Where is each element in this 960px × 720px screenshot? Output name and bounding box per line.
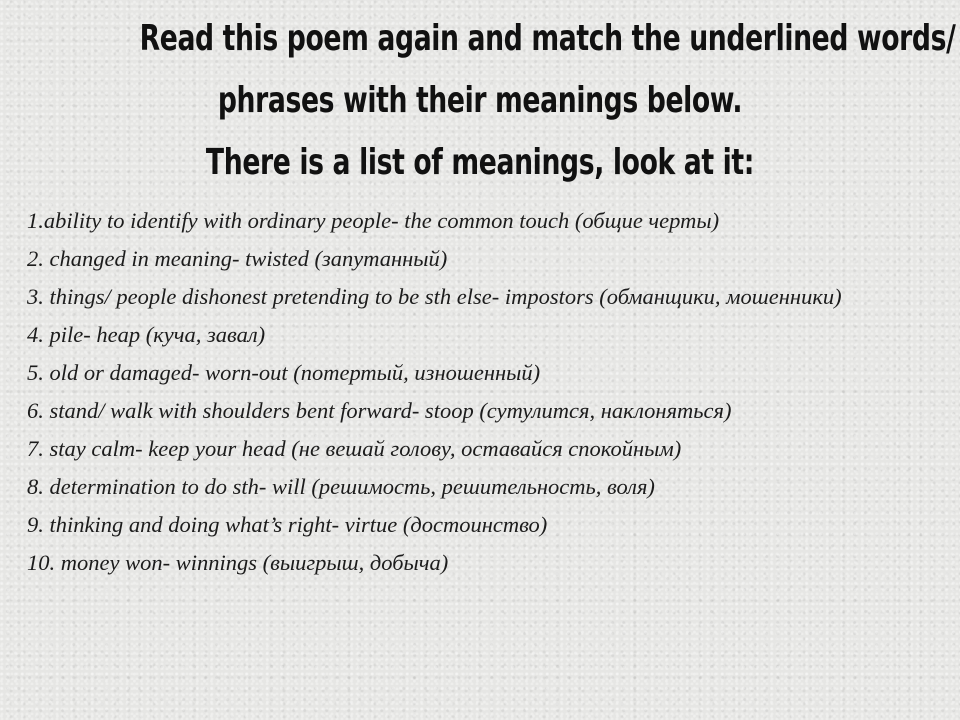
meaning-item-8: 8. determination to do sth- will (решимость, решительность, воля)	[27, 474, 655, 499]
meaning-item-9: 9. thinking and doing what’s right- virtue (достоинство)	[27, 512, 548, 537]
title-line-1: Read this poem again and match the underlined words/	[139, 18, 956, 59]
title-line-2: phrases with their meanings below.	[217, 80, 743, 121]
meaning-item-10: 10. money won- winnings (выигрыш, добыча)	[27, 550, 449, 575]
meaning-item-5: 5. old or damaged- worn-out (потертый, изношенный)	[27, 360, 541, 385]
meaning-item-2: 2. changed in meaning- twisted (запутанный)	[27, 246, 448, 271]
meaning-item-7: 7. stay calm- keep your head (не вешай голову, оставайся спокойным)	[27, 436, 682, 461]
meaning-item-3: 3. things/ people dishonest pretending to be sth else- impostors (обманщики, мошенники)	[27, 284, 842, 309]
title-line-3: There is a list of meanings, look at it:	[205, 142, 755, 183]
meaning-item-1: 1.ability to identify with ordinary people- the common touch (общие черты)	[27, 208, 720, 233]
meaning-item-4: 4. pile- heap (куча, завал)	[27, 322, 266, 347]
meanings-list	[27, 206, 947, 586]
slide-title	[139, 8, 956, 194]
meaning-item-6: 6. stand/ walk with shoulders bent forward- stoop (сутулится, наклоняться)	[27, 398, 732, 423]
